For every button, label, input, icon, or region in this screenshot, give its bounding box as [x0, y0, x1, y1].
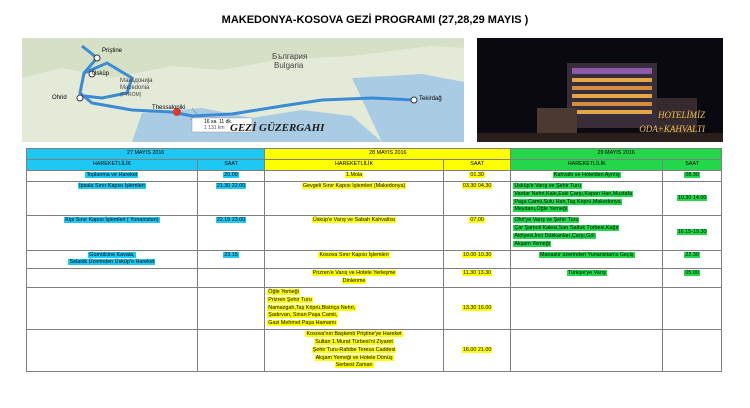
activity: Prizren'e Varış ve Hotele Yerleşme	[312, 270, 396, 277]
map-place-label: Üsküp	[92, 71, 110, 77]
hotel-photo	[477, 38, 723, 142]
header-row	[27, 160, 722, 171]
map-place-label: Ohrid	[52, 95, 67, 101]
activity-detail: Gazi Mehmet Paşa Hamamı	[268, 320, 336, 327]
activity-detail: Prizren Şehir Turu	[268, 296, 312, 303]
table-row	[27, 182, 722, 216]
activity: Gevgeli Sınır Kapısı İşlemleri (Makedonya)	[302, 183, 406, 189]
activity: Toplanma ve Hareket	[86, 172, 138, 178]
table-row	[27, 250, 722, 269]
time: 10.30 14.00	[677, 194, 707, 201]
activity-detail: Atölyesi,İnci Dükkanları,Çarşı,Göl	[514, 232, 595, 239]
activity-detail: Akşam Yemeği ve Hotele Dönüş	[315, 354, 393, 361]
activity-detail: Şehir Turu-Rahibe Teresa Caddesi	[312, 346, 396, 353]
map-place-label: Macedonia	[120, 85, 150, 91]
map-place-label: Tekirdağ	[419, 96, 442, 102]
table-row	[27, 216, 722, 250]
col-header: HAREKETLİLİK	[511, 160, 663, 171]
map-place-label: (FYROM)	[120, 92, 142, 98]
table-row	[27, 287, 722, 329]
program-table	[26, 148, 722, 372]
date-row	[27, 149, 722, 160]
activity-detail: Paşa Camii,Sulu Han,Taş Köprü,Makedonya	[514, 198, 621, 205]
time: 11.30 13.30	[463, 270, 492, 277]
time: 03.30 04.30	[462, 183, 492, 189]
day-2-date: 28 MAYIS 2016	[265, 149, 511, 160]
map-place-label: България	[272, 52, 308, 61]
time: 08.30	[685, 172, 699, 178]
activity: Selanik Üzerinden Üsküp'e Hareket	[69, 259, 155, 266]
map-place-label: Македонија	[120, 78, 153, 84]
map-place-label: Thessaloniki	[152, 105, 186, 111]
map-caption: GEZİ GÜZERGAHI	[230, 122, 325, 134]
map-place-label: Bulgaria	[274, 61, 304, 70]
time: 20.00	[224, 172, 238, 178]
activity-detail: Çar Şamoil Kalesi,Sarı Saltuk Türbesi,Kağıt	[514, 225, 619, 232]
page-title: MAKEDONYA-KOSOVA GEZİ PROGRAMI (27,28,29 MAYIS )	[221, 14, 529, 26]
activity-detail: Meydanı,Öğle Yemeği	[514, 206, 568, 213]
hotel-label: HOTELİMİZ	[657, 110, 705, 120]
table-row	[27, 330, 722, 372]
col-header: SAAT	[197, 160, 264, 171]
map-place-label: Priştine	[102, 48, 123, 54]
day-3-date: 29 MAYIS 2016	[511, 149, 722, 160]
time: 16.00 21.00	[462, 346, 492, 353]
activity: 1.Mola	[345, 172, 363, 178]
activity: Kosova Sınır Kapısı İşlemleri	[319, 251, 389, 258]
table-row	[27, 269, 722, 288]
activity: Kipi Sınır Kapısı İşlemleri ( Yunanistan)	[65, 217, 159, 224]
col-header: SAAT	[663, 160, 722, 171]
col-header: SAAT	[443, 160, 510, 171]
activity-detail: Dinlenme	[342, 278, 366, 285]
day-1-date: 27 MAYIS 2016	[27, 149, 265, 160]
activity: Üsküp'e Varış ve Sabah Kahvaltısı	[312, 217, 396, 224]
activity-detail: Vardar Nehri,Kale,Eski Çarşı,Kapan Han,Mustafa	[514, 190, 632, 197]
time: 07.00	[470, 217, 484, 224]
time: 10.00 10.30	[462, 251, 492, 258]
activity-detail: Sultan 1.Murat Türbesi'ni Ziyaret	[315, 338, 393, 345]
time: 16.15-19.30	[677, 229, 707, 236]
route-distance: 1 131 km	[204, 125, 225, 131]
table-row	[27, 171, 722, 182]
time: 22.15 23.00	[216, 217, 246, 224]
activity: Gümülcine Kavala,	[89, 251, 135, 258]
time: 22.30	[685, 251, 699, 258]
activity: Üsküp'e Varış ve Şehir Turu	[514, 183, 581, 189]
activity: Manastır üzerinden Yunanistan'a Geçiş	[539, 251, 634, 258]
activity: Öğle Yemeği	[268, 288, 299, 295]
activity: İpsala Sınır Kapısı İşlemleri	[79, 183, 145, 189]
hotel-room-label: ODA+KAHVALTI	[639, 124, 705, 134]
time: 05.00	[685, 270, 699, 277]
route-duration: 16 sa. 11 dk.	[204, 119, 233, 125]
activity: Ohri'ye Varış ve Şehir Turu	[514, 217, 579, 224]
time: 13.30 16.00	[462, 304, 492, 311]
activity-detail: Şadırvan, Sinan Paşa Camii,	[268, 312, 338, 319]
activity: Türkiye'ye Varış	[567, 270, 606, 277]
activity: Kahvaltı ve Hotelden Ayrılış	[553, 172, 620, 178]
time: 23.15	[224, 251, 238, 258]
time: 01.30	[470, 172, 484, 178]
activity-detail: Serbest Zaman	[335, 362, 373, 369]
activity-detail: Namazgah,Taş Köprü,Bistriça Nehri,	[268, 304, 356, 311]
time: 21.30 22.00	[216, 183, 246, 189]
activity: Kosova'nın Başkenti Priştine'ye Hareket	[306, 331, 402, 338]
col-header: HAREKETLİLİK	[265, 160, 444, 171]
col-header: HAREKETLİLİK	[27, 160, 198, 171]
activity-detail: Akşam Yemeği	[514, 240, 550, 247]
